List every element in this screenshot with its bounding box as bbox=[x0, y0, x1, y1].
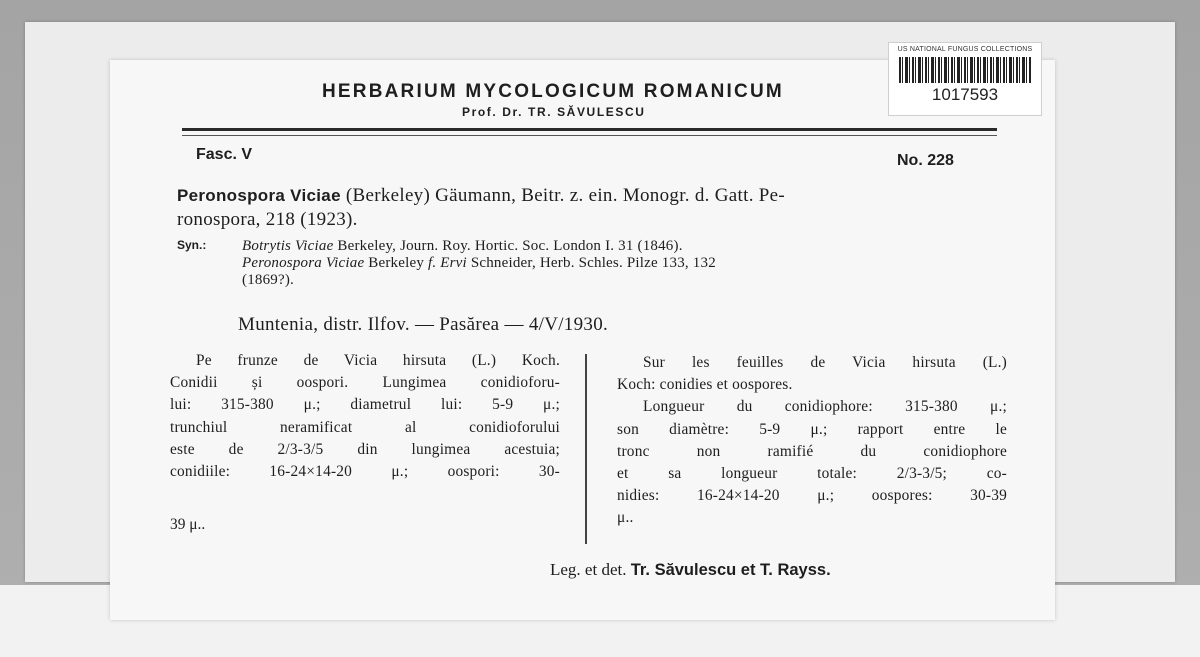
description-french bbox=[617, 352, 1007, 530]
description-line: lui: 315-380 μ.; diametrul lui: 5-9 μ.; bbox=[170, 396, 560, 414]
specimen-label bbox=[110, 60, 1055, 620]
species-authority: (Berkeley) Gäumann, Beitr. z. ein. Monogr. d. Gatt. Pe- bbox=[340, 185, 786, 206]
synonym-form: f. Ervi bbox=[427, 255, 467, 271]
synonym-item bbox=[242, 255, 1004, 289]
description-line: tronc non ramifié du conidiophore bbox=[617, 442, 1007, 460]
synonym-name: Botrytis Viciae bbox=[242, 238, 334, 254]
barcode-sticker bbox=[888, 42, 1042, 116]
synonym-item bbox=[242, 238, 1004, 255]
species-entry bbox=[177, 184, 1002, 232]
specimen-number: No. 228 bbox=[897, 152, 954, 169]
header-rule-thin bbox=[182, 135, 997, 136]
barcode-institution: US NATIONAL FUNGUS COLLECTIONS bbox=[897, 46, 1033, 53]
description-line: este de 2/3-3/5 din lungimea acestuia; bbox=[170, 440, 560, 458]
collector-line bbox=[550, 560, 831, 580]
species-authority-cont: ronospora, 218 (1923). bbox=[177, 209, 358, 230]
synonyms-label: Syn.: bbox=[177, 238, 207, 252]
herbarium-curator: Prof. Dr. TR. SĂVULESCU bbox=[462, 105, 646, 119]
description-line: conidiile: 16-24×14-20 μ.; oospori: 30- bbox=[170, 463, 560, 481]
column-divider bbox=[585, 354, 587, 544]
description-line: Pe frunze de Vicia hirsuta (L.) Koch. bbox=[196, 352, 560, 369]
description-line: nidies: 16-24×14-20 μ.; oospores: 30-39 bbox=[617, 487, 1007, 505]
header-rule-thick bbox=[182, 128, 997, 131]
species-name: Peronospora Viciae bbox=[177, 186, 341, 205]
synonym-citation-cont: (1869?). bbox=[242, 272, 294, 288]
herbarium-title: HERBARIUM MYCOLOGICUM ROMANICUM bbox=[322, 81, 784, 102]
description-line: et sa longueur totale: 2/3-3/5; co- bbox=[617, 465, 1007, 483]
description-line: Conidii și oospori. Lungimea conidioforu- bbox=[170, 374, 560, 392]
fascicle-label: Fasc. V bbox=[196, 146, 253, 163]
description-romanian bbox=[170, 350, 560, 483]
description-line-tail: 39 μ.. bbox=[170, 516, 206, 533]
description-line: Longueur du conidiophore: 315-380 μ.; bbox=[643, 398, 1007, 416]
synonym-name: Peronospora Viciae bbox=[242, 255, 365, 271]
synonyms-list bbox=[242, 238, 1004, 289]
description-line: trunchiul neramificat al conidioforului bbox=[170, 418, 560, 436]
collector-name: T. Rayss. bbox=[760, 561, 831, 579]
description-line: Sur les feuilles de Vicia hirsuta (L.) bbox=[643, 354, 1007, 371]
barcode-number: 1017593 bbox=[931, 85, 999, 104]
collector-prefix: Leg. et det. bbox=[550, 560, 631, 579]
collector-name: Tr. Săvulescu bbox=[630, 561, 737, 579]
collection-locality: Muntenia, distr. Ilfov. — Pasărea — 4/V/1930. bbox=[238, 314, 609, 335]
description-line: Koch: conidies et oospores. bbox=[617, 376, 793, 394]
synonym-author: Berkeley bbox=[364, 255, 428, 271]
collector-conjunction: et bbox=[736, 561, 761, 579]
synonym-citation: Schneider, Herb. Schles. Pilze 133, 132 bbox=[466, 255, 716, 271]
synonym-citation: Berkeley, Journ. Roy. Hortic. Soc. London I. 31 (1846). bbox=[333, 238, 683, 254]
barcode-bars bbox=[899, 57, 1031, 83]
description-line: μ.. bbox=[617, 509, 634, 527]
description-line: son diamètre: 5-9 μ.; rapport entre le bbox=[617, 420, 1007, 438]
